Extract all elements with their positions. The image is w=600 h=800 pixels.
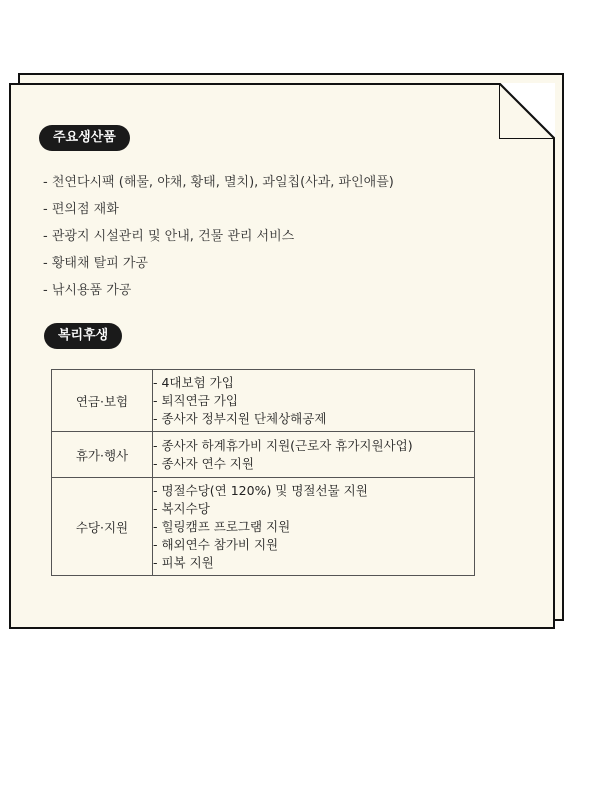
list-item: - 관광지 시설관리 및 안내, 건물 관리 서비스: [43, 229, 295, 244]
list-item: - 힐링캠프 프로그램 지원: [153, 518, 291, 534]
category-cell: 수당·지원: [52, 478, 153, 576]
list-item: - 편의점 재화: [43, 202, 119, 217]
table-row: [52, 478, 475, 576]
list-item: - 종사자 정부지원 단체상해공제: [153, 410, 327, 426]
list-item: - 종사자 하계휴가비 지원(근로자 휴가지원사업): [153, 437, 413, 453]
items-cell: [153, 432, 475, 478]
list-item: - 황태채 탈피 가공: [43, 256, 148, 271]
list-item: - 피복 지원: [153, 554, 214, 570]
products-header: 주요생산품: [39, 125, 130, 151]
list-item: - 명절수당(연 120%) 및 명절선물 지원: [153, 482, 368, 498]
paper-card: [9, 83, 555, 629]
benefits-header: 복리후생: [44, 323, 122, 349]
list-item: - 천연다시팩 (해물, 야채, 황태, 멸치), 과일칩(사과, 파인애플): [43, 175, 394, 190]
list-item: - 퇴직연금 가입: [153, 392, 238, 408]
list-item: - 복지수당: [153, 500, 210, 516]
table-row: [52, 432, 475, 478]
list-item: - 4대보험 가입: [153, 374, 234, 390]
folded-corner-icon: [499, 83, 555, 139]
list-item: - 낚시용품 가공: [43, 283, 132, 298]
category-cell: 휴가·행사: [52, 432, 153, 478]
products-list: [43, 174, 394, 309]
items-cell: [153, 370, 475, 432]
list-item: - 종사자 연수 지원: [153, 455, 254, 471]
category-cell: 연금·보험: [52, 370, 153, 432]
list-item: - 해외연수 참가비 지원: [153, 536, 279, 552]
benefits-table: [51, 369, 475, 576]
items-cell: [153, 478, 475, 576]
table-row: [52, 370, 475, 432]
